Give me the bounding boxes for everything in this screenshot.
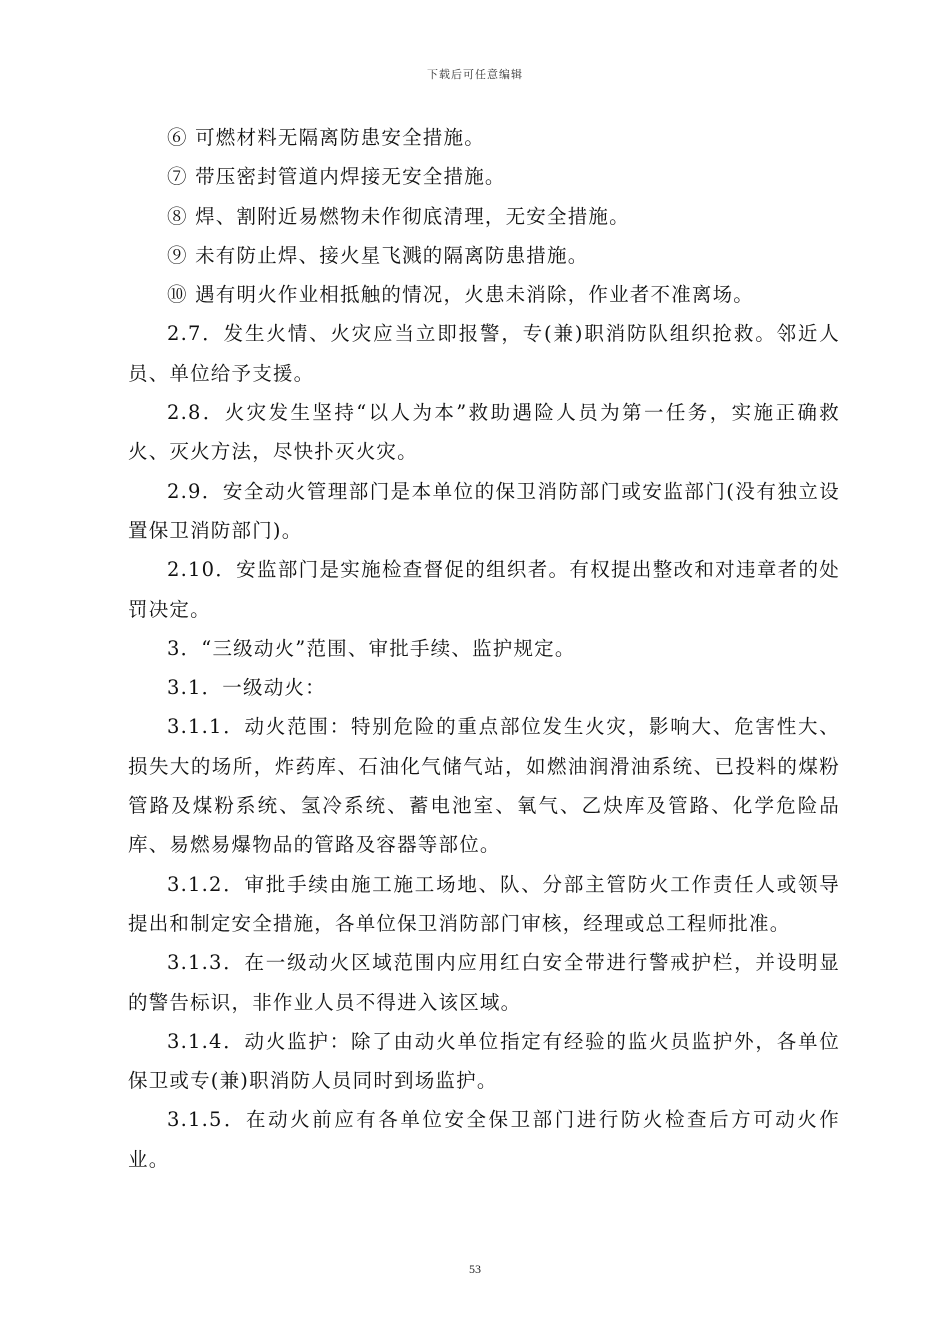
page-header: 下载后可任意编辑	[427, 68, 523, 81]
clause-3-1-1: 3.1.1．动火范围：特别危险的重点部位发生火灾，影响大、危害性大、损失大的场所，炸药库、石油化气储气站，如燃油润滑油系统、已投料的煤粉管路及煤粉系统、氢冷系统、蓄电池室、氧气、乙炔库及管路、化学危险品库、易燃易爆物品的管路及容器等部位。	[128, 715, 840, 857]
section-3-heading: 3．“三级动火”范围、审批手续、监护规定。	[167, 636, 576, 660]
clause-2-9: 2.9．安全动火管理部门是本单位的保卫消防部门或安监部门(没有独立设置保卫消防部门)。	[128, 479, 840, 542]
page-number: 53	[469, 1262, 481, 1276]
section-3-1-heading: 3.1．一级动火：	[167, 676, 326, 700]
list-item-10: ⑩ 遇有明火作业相抵触的情况，火患未消除，作业者不准离场。	[167, 283, 754, 307]
clause-3-1-4: 3.1.4．动火监护：除了由动火单位指定有经验的监火员监护外，各单位保卫或专(兼)职消防人员同时到场监护。	[128, 1029, 840, 1093]
clause-3-1-2: 3.1.2．审批手续由施工施工场地、队、分部主管防火工作责任人或领导提出和制定安全措施，各单位保卫消防部门审核，经理或总工程师批准。	[128, 872, 840, 935]
clause-2-10: 2.10．安监部门是实施检查督促的组织者。有权提出整改和对违章者的处罚决定。	[128, 558, 840, 621]
clause-2-8: 2.8．火灾发生坚持“以人为本”救助遇险人员为第一任务，实施正确救火、灭火方法，尽快扑灭火灾。	[128, 401, 840, 464]
clause-3-1-5: 3.1.5．在动火前应有各单位安全保卫部门进行防火检查后方可动火作业。	[128, 1108, 840, 1171]
document-body	[128, 118, 840, 1179]
clause-2-7: 2.7．发生火情、火灾应当立即报警，专(兼)职消防队组织抢救。邻近人员、单位给予支援。	[128, 322, 840, 385]
list-item-6: ⑥ 可燃材料无隔离防患安全措施。	[167, 126, 485, 149]
clause-3-1-3: 3.1.3．在一级动火区域范围内应用红白安全带进行警戒护栏，并设明显的警告标识，非作业人员不得进入该区域。	[128, 951, 840, 1014]
list-item-9: ⑨ 未有防止焊、接火星飞溅的隔离防患措施。	[167, 243, 589, 267]
list-item-7: ⑦ 带压密封管道内焊接无安全措施。	[167, 165, 506, 189]
list-item-8: ⑧ 焊、割附近易燃物未作彻底清理，无安全措施。	[167, 204, 630, 228]
